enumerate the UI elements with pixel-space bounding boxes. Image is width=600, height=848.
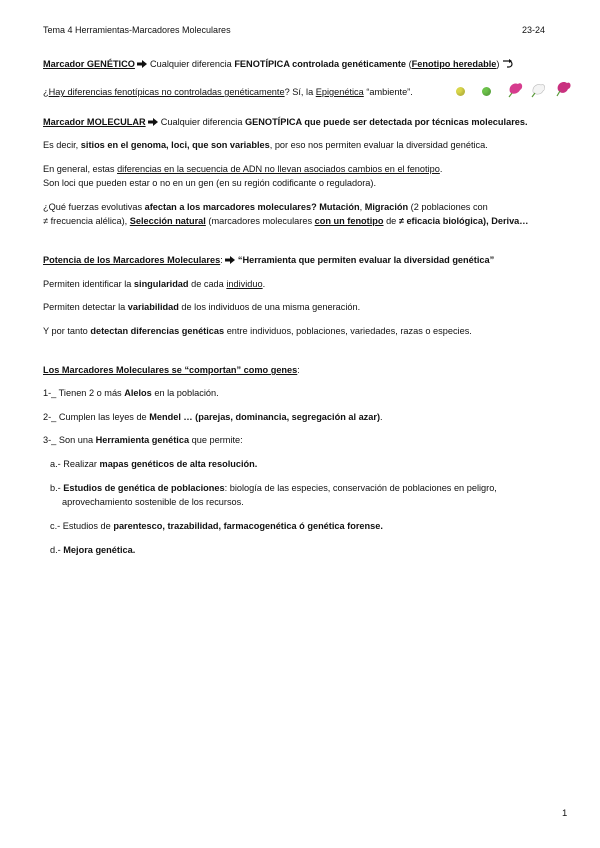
right-arrow-icon xyxy=(137,60,147,68)
pink-flower-icon xyxy=(506,78,526,98)
behave-like-genes-heading: Los Marcadores Moleculares se “comportan” como genes: xyxy=(43,365,300,375)
paragraph-dna-differences: En general, estas diferencias en la secuencia de ADN no llevan asociados cambios en el fenotipo. xyxy=(43,164,443,174)
green-pea-icon xyxy=(482,87,491,96)
sublist-item-d: d.- Mejora genética. xyxy=(50,545,136,555)
header-title: Tema 4 Herramientas-Marcadores Moleculares xyxy=(43,25,231,35)
right-arrow-icon xyxy=(225,256,235,264)
header-year: 23-24 xyxy=(522,25,546,35)
paragraph-evolutionary-forces-cont: ≠ frecuencia alélica), Selección natural (marcadores moleculares con un fenotipo de ≠ eficacia biológica), Deriva… xyxy=(43,216,529,226)
yellow-pea-icon xyxy=(456,87,465,96)
sublist-item-b: b.- Estudios de genética de poblaciones: biología de las especies, conservación de poblaciones en peligro, xyxy=(50,483,497,493)
page-number: 1 xyxy=(562,808,568,819)
sublist-item-c: c.- Estudios de parentesco, trazabilidad, farmacogenética ó genética forense. xyxy=(50,521,383,531)
paragraph-evolutionary-forces: ¿Qué fuerzas evolutivas afectan a los marcadores moleculares? Mutación, Migración (2 poblaciones con xyxy=(43,202,488,212)
potency-heading: Potencia de los Marcadores Moleculares: “Herramienta que permiten evaluar la diversidad genética” xyxy=(43,255,495,265)
right-arrow-icon xyxy=(148,118,158,126)
magenta-flower-icon xyxy=(554,77,574,97)
white-flower-icon xyxy=(530,80,548,98)
sublist-item-b-cont: aprovechamiento sostenible de los recursos. xyxy=(62,497,244,507)
paragraph-singularity: Permiten identificar la singularidad de cada individuo. xyxy=(43,279,266,289)
genetic-marker-definition: Marcador GENÉTICO Cualquier diferencia FENOTÍPICA controlada genéticamente (Fenotipo heredable) xyxy=(43,58,514,70)
heritable-phenotype: Fenotipo heredable xyxy=(411,59,497,69)
list-item-tool: 3-_ Son una Herramienta genética que permite: xyxy=(43,435,243,445)
list-item-alleles: 1-_ Tienen 2 o más Alelos en la población. xyxy=(43,388,219,398)
curved-arrow-icon xyxy=(502,59,514,68)
term-molecular-marker: Marcador MOLECULAR xyxy=(43,117,146,127)
paragraph-loci: Es decir, sitios en el genoma, loci, que son variables, por eso nos permiten evaluar la diversidad genética. xyxy=(43,140,488,150)
sublist-item-a: a.- Realizar mapas genéticos de alta resolución. xyxy=(50,459,258,469)
paragraph-variability: Permiten detectar la variabilidad de los individuos de una misma generación. xyxy=(43,302,361,312)
term-epigenetics: Epigenética xyxy=(315,87,364,97)
paragraph-loci-location: Son loci que pueden estar o no en un gen (en su región codificante o reguladora). xyxy=(43,178,377,188)
paragraph-detect-differences: Y por tanto detectan diferencias genéticas entre individuos, poblaciones, variedades, razas o especies. xyxy=(43,326,472,336)
list-item-mendel: 2-_ Cumplen las leyes de Mendel … (parejas, dominancia, segregación al azar). xyxy=(43,412,383,422)
epigenetics-question: ¿Hay diferencias fenotípicas no controladas genéticamente? Sí, la Epigenética “ambiente”. xyxy=(43,87,413,97)
molecular-marker-definition: Marcador MOLECULAR Cualquier diferencia GENOTÍPICA que puede ser detectada por técnicas moleculares. xyxy=(43,117,528,127)
term-genetic-marker: Marcador GENÉTICO xyxy=(43,59,135,69)
